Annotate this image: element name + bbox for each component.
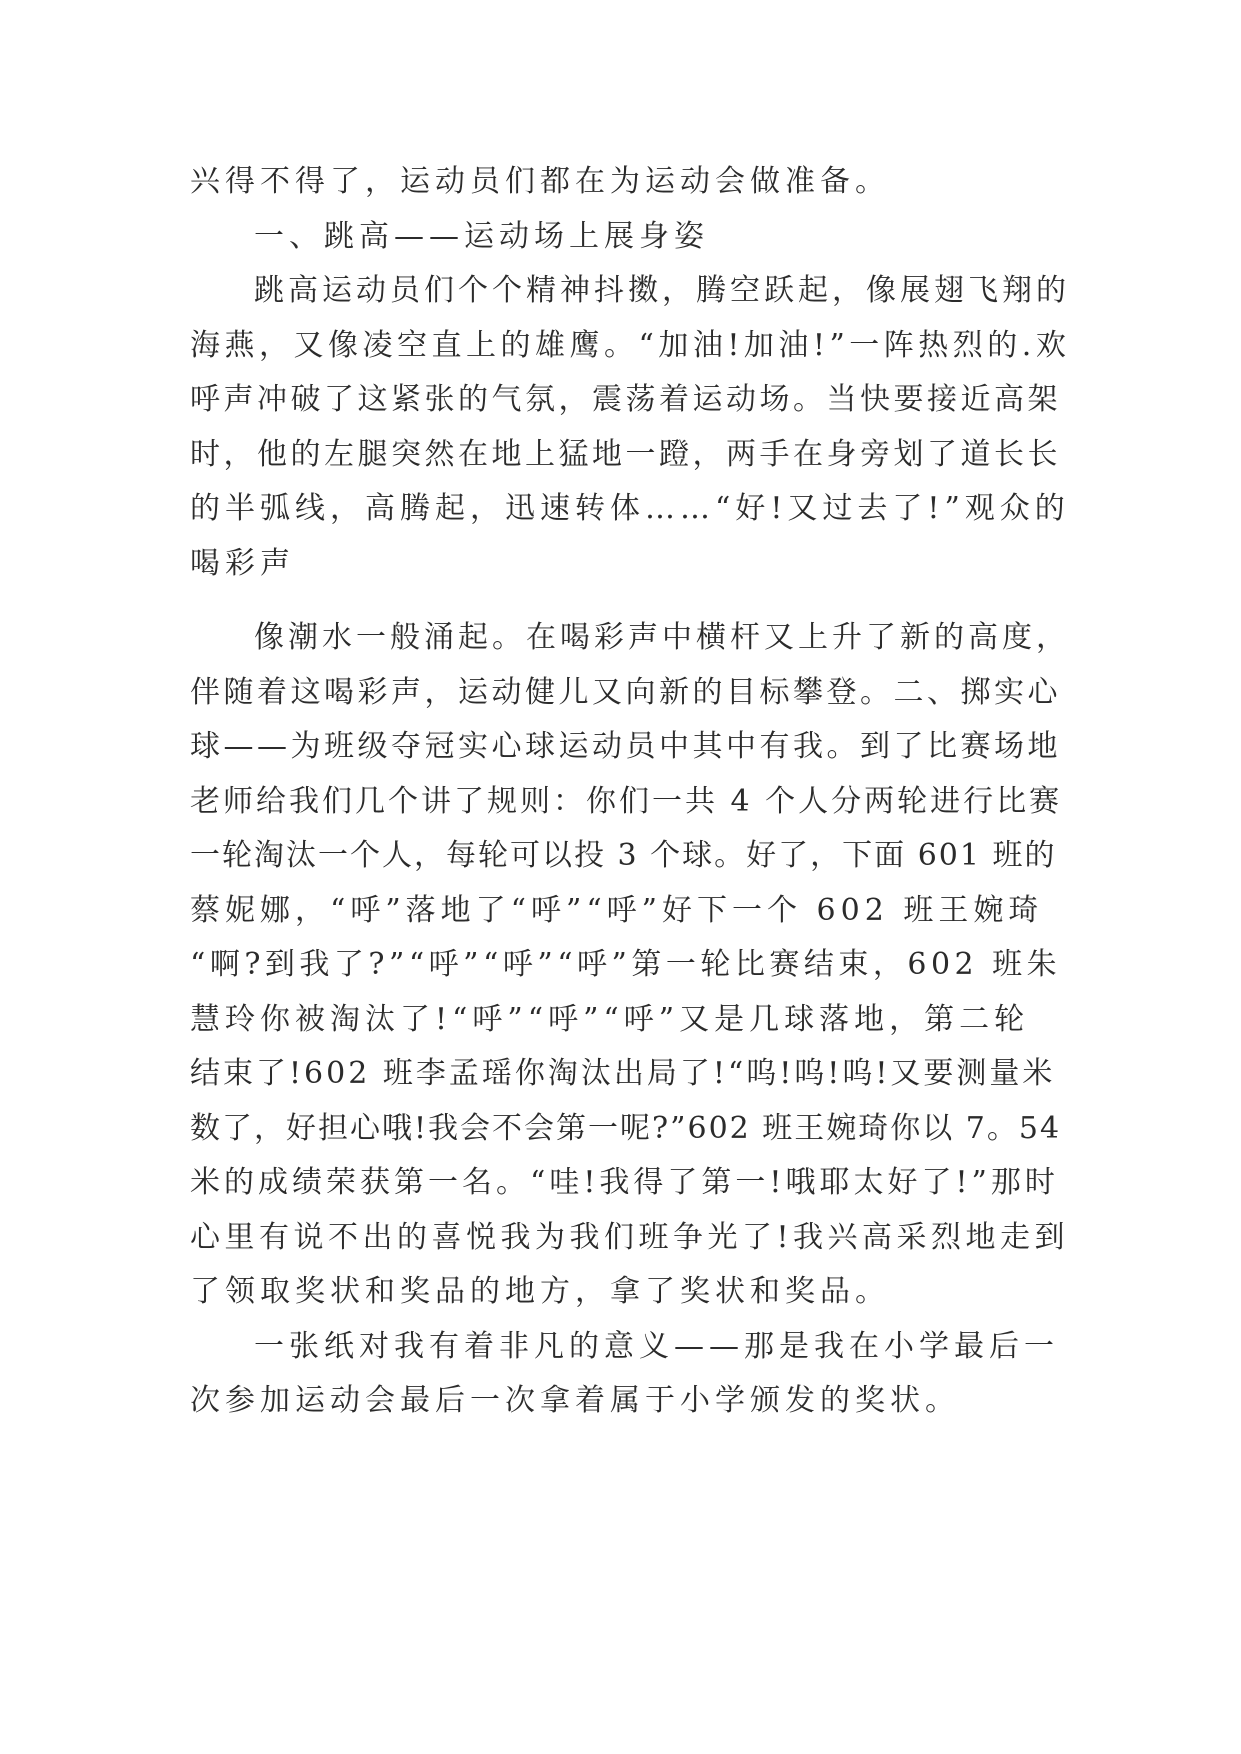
paragraph-gap bbox=[190, 591, 1070, 611]
text-line: 数了，好担心哦!我会不会第一呢?”602 班王婉琦你以 7。54 bbox=[190, 1110, 1062, 1146]
text-line: 海燕，又像凌空直上的雄鹰。“加油!加油!”一阵热烈的.欢 bbox=[190, 327, 1071, 363]
text-line: 跳高运动员们个个精神抖擞，腾空跃起，像展翅飞翔的 bbox=[254, 273, 1070, 308]
text-line: 蔡妮娜，“呼”落地了“呼”“呼”好下一个 602 班王婉琦 bbox=[190, 892, 1044, 928]
document-body bbox=[190, 155, 1070, 1429]
text-line: 时，他的左腿突然在地上猛地一蹬，两手在身旁划了道长长 bbox=[190, 436, 1061, 472]
text-line: “啊?到我了?”“呼”“呼”“呼”第一轮比赛结束，602 班朱 bbox=[190, 947, 1062, 982]
section-heading: 一、跳高——运动场上展身姿 bbox=[254, 218, 709, 254]
text-line: 慧玲你被淘汰了!“呼”“呼”“呼”又是几球落地，第二轮 bbox=[190, 1001, 1030, 1037]
text-line: 伴随着这喝彩声，运动健儿又向新的目标攀登。二、掷实心 bbox=[190, 674, 1061, 710]
text-line: 球——为班级夺冠实心球运动员中其中有我。到了比赛场地 bbox=[190, 729, 1061, 764]
text-line: 喝彩声 bbox=[190, 545, 295, 581]
text-line: 次参加运动会最后一次拿着属于小学颁发的奖状。 bbox=[190, 1383, 960, 1418]
text-line: 心里有说不出的喜悦我为我们班争光了!我兴高采烈地走到 bbox=[190, 1219, 1070, 1255]
text-line: 一张纸对我有着非凡的意义——那是我在小学最后一 bbox=[254, 1328, 1059, 1364]
text-line: 了领取奖状和奖品的地方，拿了奖状和奖品。 bbox=[190, 1274, 890, 1309]
text-line: 兴得不得了，运动员们都在为运动会做准备。 bbox=[190, 164, 890, 199]
text-line: 的半弧线，高腾起，迅速转体……“好!又过去了!”观众的 bbox=[190, 491, 1070, 526]
text-line: 一轮淘汰一个人，每轮可以投 3 个球。好了，下面 601 班的 bbox=[190, 838, 1057, 873]
text-line: 老师给我们几个讲了规则：你们一共 4 个人分两轮进行比赛 bbox=[190, 783, 1063, 819]
text-line: 像潮水一般涌起。在喝彩声中横杆又上升了新的高度， bbox=[254, 620, 1070, 655]
text-line: 米的成绩荣获第一名。“哇!我得了第一!哦耶太好了!”那时 bbox=[190, 1165, 1059, 1200]
text-line: 呼声冲破了这紧张的气氛，震荡着运动场。当快要接近高架 bbox=[190, 382, 1061, 417]
text-line: 结束了!602 班李孟瑶你淘汰出局了!“呜!呜!呜!又要测量米 bbox=[190, 1056, 1056, 1091]
